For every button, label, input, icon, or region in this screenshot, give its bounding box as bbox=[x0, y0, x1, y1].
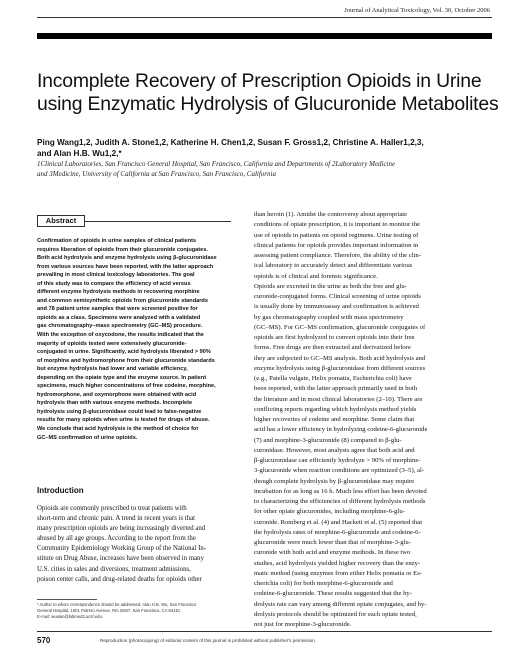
abstract-line: hydrolysis than with various enzyme methods. Incomplete bbox=[37, 400, 193, 407]
header-rule bbox=[37, 17, 492, 18]
abstract-line: and common semisynthetic opioids from glucuronide standards bbox=[37, 297, 208, 304]
paragraph-line: Opioids are excreted in the urine as both the free and glu- bbox=[254, 282, 407, 290]
paragraph-line: clinical patients for opioids provides important information in bbox=[254, 241, 419, 249]
paragraph-line: 3-glucuronide when reaction conditions are optimized (3–5), al- bbox=[254, 467, 425, 475]
paragraph-line: opioids is of clinical and forensic significance. bbox=[254, 272, 378, 280]
paragraph-line: curonidase. However, most analysts agree that both acid and bbox=[254, 446, 415, 454]
paragraph-line: incubation for as long as 16 h. Much less effort has been devoted bbox=[254, 487, 427, 495]
paragraph-line: cherichia coli) for both morphine-6-glucuronide and bbox=[254, 580, 393, 587]
paragraph-line: forms. Free drugs are then extracted and derivatized before bbox=[254, 344, 411, 352]
abstract-rule bbox=[85, 221, 231, 222]
paragraph-line: stitute on Drug Abuse, increases have been observed in many bbox=[37, 555, 204, 563]
abstract-line: Confirmation of opioids in urine samples of clinical patients bbox=[37, 238, 197, 244]
paragraph-line: β-glucuronidase can efficiently hydrolyze > 90% of morphine- bbox=[254, 457, 421, 464]
right-column-body bbox=[254, 210, 494, 630]
footer-rule bbox=[37, 631, 492, 632]
paragraph-line: drolysis rate can vary among different opiate conjugates, and hy- bbox=[254, 600, 427, 608]
paragraph-line: (GC–MS). For GC–MS confirmation, glucuronide conjugates of bbox=[254, 323, 426, 331]
paragraph-line: assessing patient compliance. Therefore, the ability of the clin- bbox=[254, 252, 421, 259]
paragraph-line: (e.g., Patella vulgate, Helix pomatia, Escherichia coli) have bbox=[254, 375, 412, 382]
paragraph-line: abused by all age groups. According to the report from the bbox=[37, 535, 196, 543]
footnote-rule bbox=[37, 599, 97, 600]
paragraph-line: for other opiate glucuronides, including morphine-6-glu- bbox=[254, 508, 405, 516]
title-line: Incomplete Recovery of Prescription Opioids in Urine bbox=[37, 70, 482, 92]
abstract-line: gas chromatography–mass spectrometry (GC–MS) procedure. bbox=[37, 323, 203, 330]
paragraph-line: Community Epidemiology Working Group of the National In- bbox=[37, 545, 207, 553]
paragraph-line: curonide-conjugated forms. Clinical screening of urine opioids bbox=[254, 293, 421, 300]
paragraph-line: higher recoveries of codeine and morphine. Some claim that bbox=[254, 416, 415, 423]
paragraph-line: glucuronide were much lower than that of morphine-3-glu- bbox=[254, 539, 411, 546]
abstract-line: GC–MS confirmation of urine opioids. bbox=[37, 434, 138, 441]
affiliation-line: 1Clinical Laboratories, San Francisco General Hospital, San Francisco, California and Departments of 2Laboratory Medicine bbox=[37, 160, 396, 168]
correspondence-footnote bbox=[37, 602, 237, 619]
abstract-line: With the exception of oxycodone, the results indicated that the bbox=[37, 332, 204, 339]
paragraph-line: use of opioids in patients on opioid regimens. Urine testing of bbox=[254, 231, 419, 239]
footnote-line: * Author to whom correspondence should be addressed: Alan H.B. Wu, San Francisco bbox=[37, 602, 197, 607]
paragraph-line: curonide. Romberg et al. (4) and Hackett et al. (5) reported that bbox=[254, 518, 423, 526]
paragraph-line: codeine-6-glucuronide. These results suggested that the hy- bbox=[254, 590, 412, 598]
abstract-body bbox=[37, 237, 231, 442]
introduction-body bbox=[37, 504, 231, 585]
paragraph-line: by gas chromatography coupled with mass spectrometry bbox=[254, 313, 404, 321]
paragraph-line: though complete hydrolysis by β-glucuronidase may require bbox=[254, 477, 415, 485]
paragraph-line: ical laboratory to accurately detect and differentiate various bbox=[254, 262, 413, 270]
abstract-heading: Abstract bbox=[37, 215, 85, 227]
abstract-line: majority of opioids tested were extensively glucuronide- bbox=[37, 340, 187, 347]
paragraph-line: the hydrolysis rates of morphine-6-glucuronide and codeine-6- bbox=[254, 528, 421, 536]
abstract-line: conjugated in urine. Significantly, acid hydrolysis liberated > 90% bbox=[37, 349, 211, 356]
paragraph-line: been reported, with the latter approach primarily used in both bbox=[254, 385, 418, 393]
paragraph-line: short-term and chronic pain. A trend in recent years is that bbox=[37, 515, 195, 523]
abstract-line: Both acid hydrolysis and enzyme hydrolysis using β-glucuronidase bbox=[37, 255, 217, 262]
abstract-line: prevailing in most clinical toxicology laboratories. The goal bbox=[37, 272, 195, 279]
paragraph-line: than heroin (1). Amidst the controversy about appropriate bbox=[254, 211, 408, 218]
paragraph-line: poison center calls, and drug-related deaths for opioids other bbox=[37, 575, 202, 583]
paragraph-line: conditions of opiate prescription, it is important to monitor the bbox=[254, 221, 420, 229]
running-header: Journal of Analytical Toxicology, Vol. 30, October 2006 bbox=[344, 7, 490, 14]
paragraph-line: U.S. cities in sales and diversions, treatment admissions, bbox=[37, 565, 191, 573]
abstract-line: opioids as a class. Specimens were analyzed with a validated bbox=[37, 314, 201, 321]
paragraph-line: not just for morphine-3-glucuronide. bbox=[254, 621, 352, 628]
abstract-line: of morphine and hydromorphone from their glucuronide standards bbox=[37, 357, 215, 364]
abstract-line: of this study was to compare the efficiency of acid versus bbox=[37, 280, 191, 287]
affiliation-line: and 3Medicine, University of California at San Francisco, San Francisco, California bbox=[37, 169, 276, 178]
paragraph-line: (7) and morphine-3-glucuronide (8) compared to β-glu- bbox=[254, 436, 402, 444]
paragraph-line: is usually done by immunoassay and confirmation is achieved bbox=[254, 303, 419, 311]
abstract-line: requires liberation of opioids from their glucuronide conjugates. bbox=[37, 246, 208, 253]
paragraph-line: to characterizing the efficiencies of different hydrolysis methods bbox=[254, 498, 426, 505]
abstract-line: and 78 patient urine samples that were screened positive for bbox=[37, 306, 198, 313]
reproduction-notice: Reproduction (photocopying) of editorial content of this journal is prohibited without publisher's permission. bbox=[100, 638, 317, 643]
abstract-line: We conclude that acid hydrolysis is the method of choice for bbox=[37, 426, 199, 433]
paragraph-line: many prescription opioids are being increasingly diverted and bbox=[37, 525, 206, 533]
page-number: 570 bbox=[37, 636, 51, 645]
abstract-line: depending on the opiate type and the enzyme source. In patient bbox=[37, 374, 207, 381]
paragraph-line: opioids are first hydrolyzed to convert opioids into their free bbox=[254, 334, 415, 341]
paragraph-line: Opioids are commonly prescribed to treat patients with bbox=[37, 505, 187, 512]
paragraph-line: matic method (using enzymes from either Helix pomatia or Es- bbox=[254, 569, 422, 577]
title-bar bbox=[37, 33, 492, 39]
paragraph-line: acid has a lower efficiency in hydrolyzing codeine-6-glucuronide bbox=[254, 426, 428, 434]
paragraph-line: studies, acid hydrolysis yielded higher recovery than the enzy- bbox=[254, 559, 421, 567]
abstract-line: but enzyme hydrolysis had lower and variable efficiency, bbox=[37, 366, 188, 373]
paragraph-line: curonide with both acid and enzyme methods. In these two bbox=[254, 549, 411, 557]
paragraph-line: the literature and in most clinical laboratories (2–10). There are bbox=[254, 395, 423, 403]
author-line: and Alan H.B. Wu1,2,* bbox=[37, 149, 122, 158]
abstract-line: specimens, much higher concentrations of free codeine, morphine, bbox=[37, 383, 216, 390]
introduction-heading: Introduction bbox=[37, 486, 84, 495]
title-line: using Enzymatic Hydrolysis of Glucuronide Metabolites bbox=[37, 93, 499, 115]
affiliations bbox=[37, 160, 497, 179]
paragraph-line: enzyme hydrolysis using β-glucuronidase from different sources bbox=[254, 364, 426, 372]
footnote-line: General Hospital, 1001 Potrero Avenue, Rm 2M27, San Francisco, CA 94110. bbox=[37, 607, 181, 613]
abstract-line: hydrolysis using β-glucuronidase could lead to false-negative bbox=[37, 408, 202, 415]
abstract-line: results for many opioids when urine is tested for drugs of abuse. bbox=[37, 417, 210, 424]
paragraph-line: drolysis protocols should be optimized for each opiate tested, bbox=[254, 610, 417, 618]
author-line: Ping Wang1,2, Judith A. Stone1,2, Katherine H. Chen1,2, Susan F. Gross1,2, Christine A. Haller1,2,3, bbox=[37, 138, 424, 147]
footnote-line: E-mail: wualan@labmed2.ucsf.edu. bbox=[37, 613, 103, 619]
abstract-line: different enzyme hydrolysis methods in recovering morphine bbox=[37, 289, 200, 296]
paragraph-line: conflicting reports regarding which hydrolysis method yields bbox=[254, 405, 417, 413]
abstract-line: hydromorphone, and oxymorphone were obtained with acid bbox=[37, 391, 197, 398]
paragraph-line: they are subjected to GC–MS analysis. Both acid hydrolysis and bbox=[254, 354, 426, 362]
author-list bbox=[37, 137, 497, 159]
article-title bbox=[37, 70, 497, 116]
abstract-line: from various sources have been reported, with the latter approach bbox=[37, 263, 214, 270]
